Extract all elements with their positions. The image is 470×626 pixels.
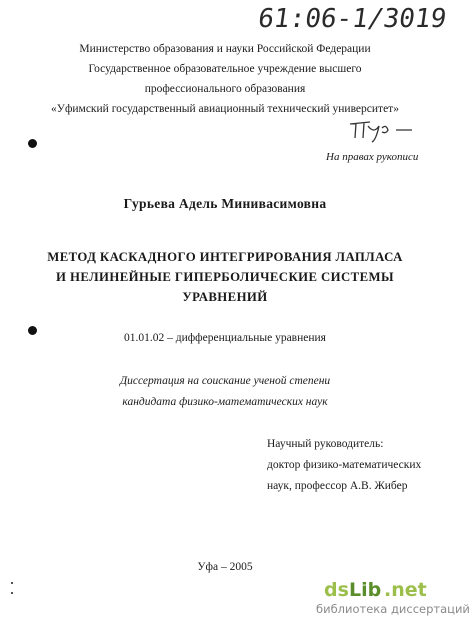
city-year: Уфа – 2005 bbox=[197, 561, 253, 573]
dissertation-line-2: кандидата физико-математических наук bbox=[122, 396, 328, 408]
watermark-caption: библиотека диссертаций bbox=[316, 602, 470, 616]
svg-text:ds: ds bbox=[324, 579, 349, 601]
ministry-line: Министерство образования и науки Российской Федерации bbox=[79, 43, 371, 55]
scan-speck bbox=[11, 582, 13, 584]
signature-mark bbox=[346, 116, 416, 146]
institution-line-2: профессионального образования bbox=[144, 83, 306, 95]
title-line-2: И НЕЛИНЕЙНЫЕ ГИПЕРБОЛИЧЕСКИЕ СИСТЕМЫ bbox=[56, 270, 394, 284]
advisor-label: Научный руководитель: bbox=[267, 438, 384, 450]
advisor-degree: доктор физико-математических bbox=[267, 459, 422, 471]
specialty: 01.01.02 – дифференциальные уравнения bbox=[124, 332, 326, 344]
svg-text:Lib: Lib bbox=[349, 579, 382, 601]
dissertation-line-1: Диссертация на соискание ученой степени bbox=[119, 375, 331, 387]
author-name: Гурьева Адель Минивасимовна bbox=[123, 196, 327, 211]
punch-hole-top bbox=[28, 139, 37, 148]
advisor-name: наук, профессор А.В. Жибер bbox=[267, 480, 408, 492]
title-line-3: УРАВНЕНИЙ bbox=[182, 290, 268, 304]
university-line: «Уфимский государственный авиационный технический университет» bbox=[51, 103, 399, 115]
institution-line: Государственное образовательное учреждение высшего bbox=[88, 63, 362, 75]
scan-speck bbox=[11, 592, 13, 594]
manuscript-rights: На правах рукописи bbox=[326, 151, 419, 163]
title-line-1: МЕТОД КАСКАДНОГО ИНТЕГРИРОВАНИЯ ЛАПЛАСА bbox=[47, 250, 403, 264]
archive-number-handwritten: 61:06-1/3019 bbox=[256, 4, 449, 34]
svg-text:.net: .net bbox=[384, 579, 427, 601]
dslib-watermark-logo bbox=[324, 578, 444, 600]
